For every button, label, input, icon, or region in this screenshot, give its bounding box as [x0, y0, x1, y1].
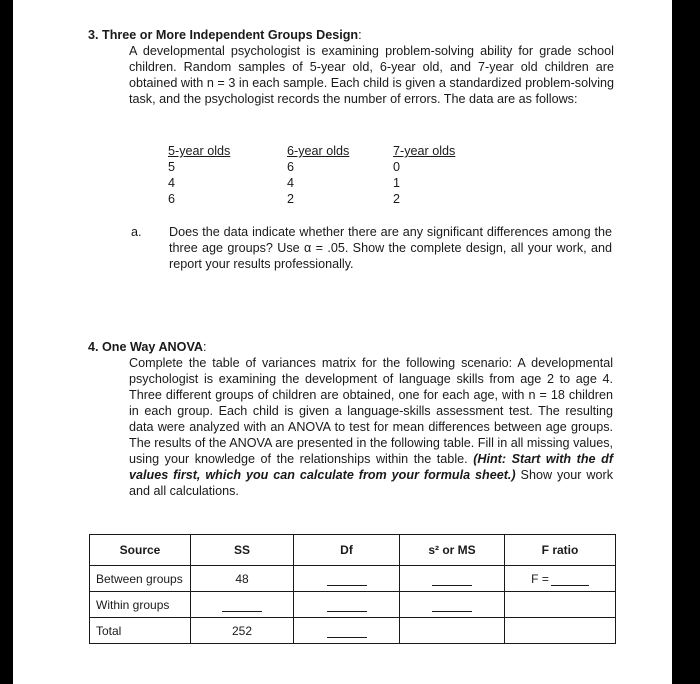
- header-df: Df: [294, 535, 400, 566]
- group-value: 0: [393, 160, 401, 174]
- group-header: 7-year olds: [393, 144, 456, 158]
- left-dark-border: [0, 0, 13, 684]
- ss-cell: 252: [191, 618, 294, 644]
- table-row: [90, 592, 616, 618]
- q3-number: 3.: [88, 28, 99, 42]
- header-ms: s² or MS: [400, 535, 505, 566]
- group-value: 4: [168, 176, 176, 190]
- group-value: 1: [393, 176, 401, 190]
- group-value: 6: [168, 192, 176, 206]
- empty-cell: [505, 618, 616, 644]
- group-header: 6-year olds: [287, 144, 350, 158]
- source-cell: Between groups: [90, 566, 191, 592]
- q3-title: Three or More Independent Groups Design: [102, 28, 359, 42]
- q3-body: A developmental psychologist is examining problem-solving ability for grade school children. Random samples of 5-year old, 6-year old, and 7-year old children are obtained with n = 3 in each sample. Each child is given a standardized problem-solving task, and the psychologist records the number of errors. The data are as follows:: [129, 44, 614, 106]
- right-dark-border: [672, 0, 700, 684]
- q3-heading: [88, 27, 362, 43]
- q4-body-end: Show your work and all calculations.: [129, 468, 614, 498]
- header-source: Source: [90, 535, 191, 566]
- q4-number: 4.: [88, 340, 99, 354]
- ms-blank[interactable]: [400, 592, 505, 618]
- q4-body-main: Complete the table of variances matrix for the following scenario: A developmental psychologist is examining the development of language skills from age 2 to age 4. Three different groups of children are obtained, one for each age, with n = 18 children in each group. Each child is given a language-skills assessment test. The resulting data were analyzed with an ANOVA to test for mean differences between age groups. The results of the ANOVA are presented in the following table. Fill in all missing values, using your knowledge of the relationships within the table.: [129, 356, 613, 466]
- group-value: 4: [287, 176, 295, 190]
- q4-title: One Way ANOVA: [102, 340, 204, 354]
- source-cell: Within groups: [90, 592, 191, 618]
- q3-colon: :: [358, 28, 362, 42]
- f-prefix: F =: [531, 571, 549, 586]
- group-5-year-olds: [168, 143, 230, 207]
- group-6-year-olds: [287, 143, 349, 207]
- df-blank[interactable]: [294, 566, 400, 592]
- anova-header-row: [90, 535, 616, 566]
- group-header: 5-year olds: [168, 144, 231, 158]
- q4-body: [129, 355, 613, 499]
- q4-colon: :: [203, 340, 207, 354]
- anova-table: [89, 534, 616, 644]
- group-value: 2: [393, 192, 401, 206]
- group-value: 2: [287, 192, 295, 206]
- group-value: 6: [287, 160, 295, 174]
- f-ratio-cell[interactable]: [505, 566, 616, 592]
- part-a-text: Does the data indicate whether there are any significant differences among the three age groups? Use α = .05. Show the complete design, all your work, and report your results professionally.: [169, 225, 612, 271]
- df-blank[interactable]: [294, 618, 400, 644]
- group-7-year-olds: [393, 143, 455, 207]
- q4-hint: (Hint: Start with the df values first, which you can calculate from your formula sheet.): [129, 452, 614, 482]
- df-blank[interactable]: [294, 592, 400, 618]
- table-row: [90, 566, 616, 592]
- part-a-label: a.: [131, 225, 142, 239]
- ms-blank[interactable]: [400, 566, 505, 592]
- header-f-ratio: F ratio: [505, 535, 616, 566]
- ss-cell: 48: [191, 566, 294, 592]
- group-value: 5: [168, 160, 176, 174]
- header-ss: SS: [191, 535, 294, 566]
- table-row: [90, 618, 616, 644]
- q4-heading: [88, 339, 207, 355]
- empty-cell: [505, 592, 616, 618]
- empty-cell: [400, 618, 505, 644]
- source-cell: Total: [90, 618, 191, 644]
- ss-blank[interactable]: [191, 592, 294, 618]
